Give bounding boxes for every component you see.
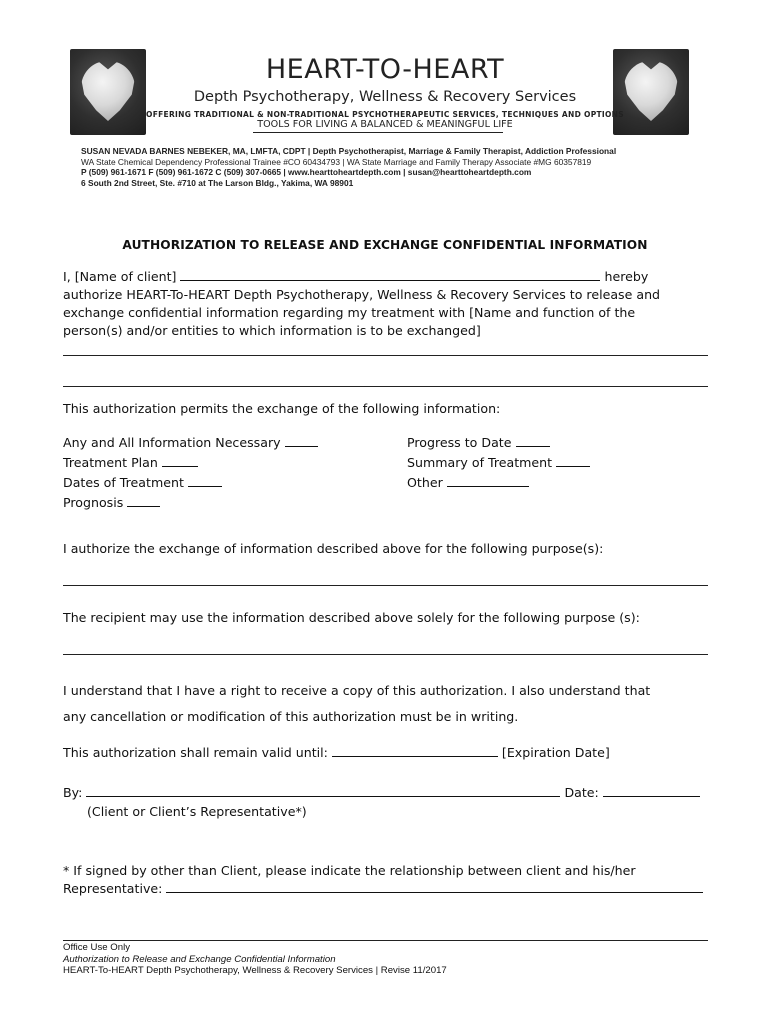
form-title: AUTHORIZATION TO RELEASE AND EXCHANGE CONFIDENTIAL INFORMATION bbox=[122, 238, 648, 252]
info-item-other: Other bbox=[407, 473, 590, 493]
valid-until-label: This authorization shall remain valid until: bbox=[63, 745, 328, 760]
progress-field[interactable] bbox=[516, 435, 550, 447]
intro-client-label: I, [Name of client] bbox=[63, 269, 177, 284]
date-label: Date: bbox=[564, 785, 599, 800]
brand-subtitle: Depth Psychotherapy, Wellness & Recovery Services bbox=[193, 89, 577, 105]
info-left-list bbox=[63, 433, 318, 513]
credentials: WA State Chemical Dependency Professional Trainee #CO 60434793 | WA State Marriage and Family Therapy Associate #MG 60357819 bbox=[81, 156, 592, 167]
representative-field[interactable] bbox=[166, 881, 703, 893]
footer bbox=[63, 942, 447, 977]
intro-hereby: hereby bbox=[604, 269, 649, 284]
representative-label: Representative: bbox=[63, 881, 163, 896]
note-line-1: * If signed by other than Client, please indicate the relationship between client and his/her bbox=[63, 863, 636, 878]
info-item-all: Any and All Information Necessary bbox=[63, 433, 318, 453]
expiration-label: [Expiration Date] bbox=[501, 745, 610, 760]
summary-field[interactable] bbox=[556, 455, 590, 467]
intro-line-4: person(s) and/or entities to which information is to be exchanged] bbox=[63, 323, 481, 338]
footer-doc-name: Authorization to Release and Exchange Confidential Information bbox=[63, 953, 336, 965]
other-field[interactable] bbox=[447, 475, 529, 487]
purpose-authorize-field[interactable] bbox=[63, 585, 708, 586]
dates-of-treatment-field[interactable] bbox=[188, 475, 222, 487]
purpose-authorize-text: I authorize the exchange of information described above for the following purpose(s): bbox=[63, 541, 604, 556]
info-item-dates: Dates of Treatment bbox=[63, 473, 318, 493]
info-item-summary: Summary of Treatment bbox=[407, 453, 590, 473]
office-use-label: Office Use Only bbox=[63, 942, 131, 953]
understand-paragraph bbox=[63, 678, 650, 730]
signature-line bbox=[63, 784, 700, 802]
provider-roles: | Depth Psychotherapist, Marriage & Family Therapist, Addiction Professional bbox=[307, 146, 617, 156]
by-caption: (Client or Client’s Representative*) bbox=[87, 804, 307, 819]
treatment-plan-field[interactable] bbox=[162, 455, 198, 467]
letterhead-divider bbox=[253, 132, 503, 133]
by-label: By: bbox=[63, 785, 83, 800]
provider-info bbox=[81, 146, 681, 188]
signature-field[interactable] bbox=[86, 785, 560, 797]
recipient-field-2[interactable] bbox=[63, 386, 708, 387]
purpose-recipient-field[interactable] bbox=[63, 654, 708, 655]
signature-date-field[interactable] bbox=[603, 785, 700, 797]
address-line: 6 South 2nd Street, Ste. #710 at The Larson Bldg., Yakima, WA 98901 bbox=[81, 177, 354, 188]
info-item-progress: Progress to Date bbox=[407, 433, 590, 453]
prognosis-field[interactable] bbox=[127, 495, 160, 507]
info-all-field[interactable] bbox=[285, 435, 318, 447]
footer-divider bbox=[63, 940, 708, 941]
brand-title: HEART-TO-HEART bbox=[265, 54, 505, 85]
intro-line-2: authorize HEART-To-HEART Depth Psychotherapy, Wellness & Recovery Services to release and bbox=[63, 287, 661, 302]
expiration-date-field[interactable] bbox=[332, 745, 498, 757]
purpose-recipient-text: The recipient may use the information described above solely for the following purpose (s): bbox=[63, 610, 640, 625]
permits-text: This authorization permits the exchange of the following information: bbox=[63, 401, 501, 416]
tagline: TOOLS FOR LIVING A BALANCED & MEANINGFUL LIFE bbox=[257, 119, 513, 130]
offering-line: OFFERING TRADITIONAL & NON-TRADITIONAL PSYCHOTHERAPEUTIC SERVICES, TECHNIQUES AND OPTIONS bbox=[146, 110, 624, 119]
intro-paragraph bbox=[63, 268, 713, 340]
footer-revision: HEART-To-HEART Depth Psychotherapy, Wellness & Recovery Services | Revise 11/2017 bbox=[63, 965, 447, 977]
info-item-prognosis: Prognosis bbox=[63, 493, 318, 513]
understand-line-1: I understand that I have a right to receive a copy of this authorization. I also understand that bbox=[63, 683, 651, 698]
recipient-field-1[interactable] bbox=[63, 355, 708, 356]
client-name-field[interactable] bbox=[180, 269, 600, 281]
info-right-list bbox=[407, 433, 590, 493]
intro-line-3: exchange confidential information regarding my treatment with [Name and function of the bbox=[63, 305, 636, 320]
provider-name: SUSAN NEVADA BARNES NEBEKER, MA, LMFTA, CDPT bbox=[81, 146, 306, 156]
info-item-treatment-plan: Treatment Plan bbox=[63, 453, 318, 473]
valid-until-line bbox=[63, 744, 610, 762]
representative-note bbox=[63, 862, 703, 898]
understand-line-2: any cancellation or modification of this authorization must be in writing. bbox=[63, 709, 519, 724]
contact-line: P (509) 961-1671 F (509) 961-1672 C (509) 307-0665 | www.hearttoheartdepth.com | susan@hearttoheartdepth.com bbox=[81, 167, 532, 178]
